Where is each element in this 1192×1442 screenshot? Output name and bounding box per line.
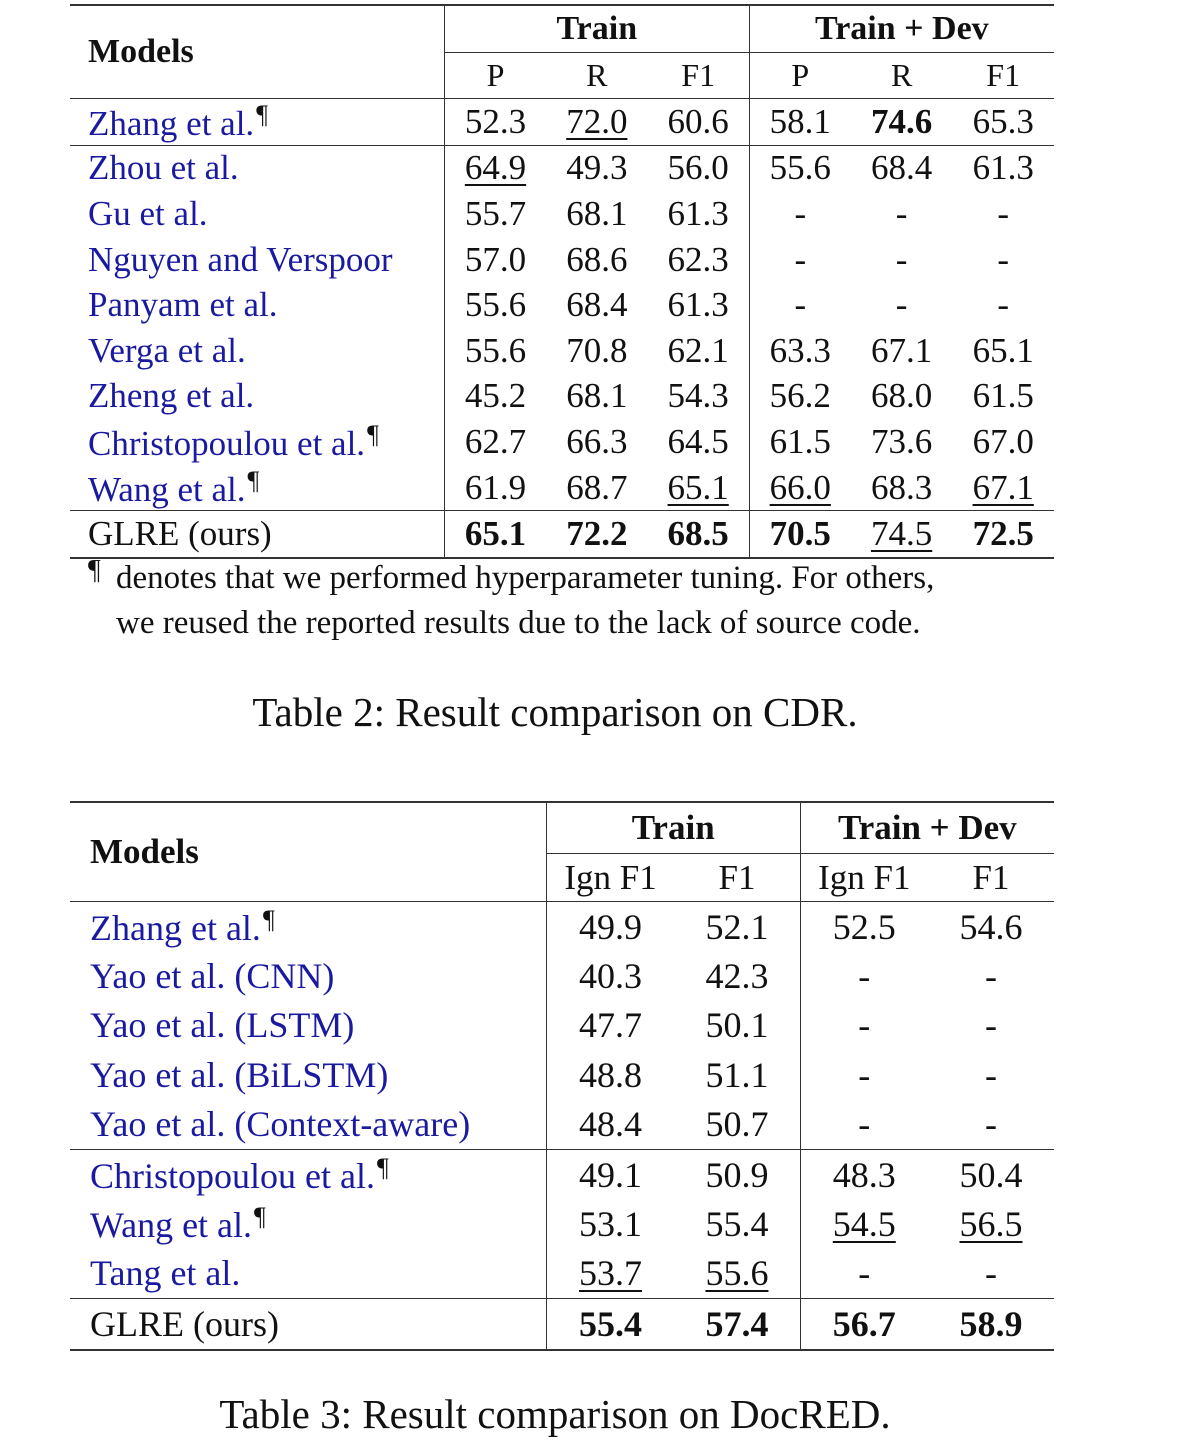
cell-ignf1-traindev: 52.5: [800, 902, 928, 952]
cell-p-train: 65.1: [444, 511, 546, 558]
pilcrow-mark: ¶: [247, 465, 260, 495]
table-row: [70, 237, 1054, 283]
table3-caption: Table 3: Result comparison on DocRED.: [219, 1391, 891, 1437]
table3-sub-ignf1-traindev: Ign F1: [800, 854, 928, 902]
table3-group-header-row: [70, 802, 1054, 854]
cell-f1-train: 55.6: [705, 1253, 769, 1294]
cell-r-train: 68.7: [566, 467, 628, 507]
table2-sub-r-traindev: R: [890, 57, 913, 93]
table-cdr: [70, 4, 1054, 559]
table3-sub-f1-traindev: F1: [972, 857, 1010, 897]
model-name: Gu et al.: [88, 193, 208, 233]
cell-p-train: 55.6: [444, 282, 546, 328]
table-row: [70, 1199, 1054, 1248]
table-row: [70, 1001, 1054, 1050]
table-row: [70, 1100, 1054, 1150]
table-row: [70, 1050, 1054, 1099]
cell-p-traindev: 55.6: [749, 145, 851, 191]
cell-ignf1-traindev: -: [800, 1249, 928, 1299]
pilcrow-mark: ¶: [367, 419, 379, 449]
cell-r-traindev: 68.0: [870, 376, 933, 416]
cell-p-train: 57.0: [444, 237, 546, 283]
cell-f1-traindev: 54.6: [928, 902, 1054, 952]
cell-p-traindev: 70.5: [749, 511, 851, 558]
table-row-ours: [70, 1299, 1054, 1350]
cell-f1-train: 51.1: [705, 1054, 769, 1095]
table2-sub-p-traindev: P: [749, 53, 851, 99]
cell-f1-train: 50.9: [674, 1149, 800, 1199]
cell-f1-train: 50.7: [705, 1104, 769, 1145]
cell-p-train: 55.6: [444, 328, 546, 374]
model-name: Zhang et al.¶: [70, 902, 546, 952]
cell-f1-traindev: -: [984, 1005, 997, 1046]
model-name: Wang et al.¶: [88, 465, 260, 509]
cell-p-train: 64.9: [444, 145, 546, 191]
cell-ignf1-traindev: -: [800, 1100, 928, 1150]
cell-f1-train: 54.3: [667, 376, 729, 416]
cell-f1-traindev: -: [997, 239, 1010, 279]
cell-f1-train: 57.4: [674, 1299, 800, 1350]
table2-footnote: [88, 556, 1048, 646]
table2-group-train: Train: [444, 5, 749, 53]
model-name: Tang et al.: [90, 1253, 241, 1294]
model-name: Yao et al. (LSTM): [90, 1005, 355, 1046]
cell-ignf1-train: 48.4: [546, 1100, 674, 1150]
cell-f1-traindev: 61.5: [972, 376, 1034, 416]
cell-f1-train: 65.1: [667, 467, 729, 507]
cell-r-train: 68.6: [566, 239, 628, 279]
cell-f1-traindev: 65.3: [952, 99, 1054, 146]
model-name-ours: GLRE (ours): [70, 1299, 546, 1350]
table-row: [70, 145, 1054, 191]
table-row-ours: [70, 511, 1054, 558]
cell-r-train: 70.8: [566, 330, 628, 370]
cell-p-traindev: -: [749, 282, 851, 328]
cell-r-traindev: -: [895, 193, 908, 233]
model-name-ours: GLRE (ours): [70, 511, 444, 558]
table-row: [70, 374, 1054, 420]
cell-f1-train: 50.1: [705, 1005, 769, 1046]
cell-p-train: 52.3: [444, 99, 546, 146]
cell-p-train: 62.7: [444, 419, 546, 465]
cell-r-traindev: 74.5: [851, 511, 953, 558]
cell-p-traindev: -: [749, 237, 851, 283]
table-row: [70, 902, 1054, 952]
footnote-line-1: denotes that we performed hyperparameter tuning. For others,: [116, 560, 935, 596]
cell-f1-traindev: 72.5: [952, 511, 1054, 558]
model-name: Yao et al. (BiLSTM): [90, 1054, 389, 1095]
cell-p-train: 55.7: [444, 191, 546, 237]
cell-f1-traindev: 58.9: [928, 1299, 1054, 1350]
cell-ignf1-train: 48.8: [546, 1050, 674, 1099]
cell-f1-traindev: 56.5: [959, 1204, 1023, 1245]
table3-sub-f1-train: F1: [718, 857, 756, 897]
table3-group-train: Train: [546, 802, 800, 854]
cell-ignf1-traindev: 54.5: [800, 1199, 928, 1248]
cell-r-train: 72.2: [546, 511, 648, 558]
model-name: Christopoulou et al.¶: [70, 1149, 546, 1199]
cell-r-traindev: -: [895, 285, 908, 325]
cell-f1-train: 60.6: [648, 99, 750, 146]
table3-group-traindev: Train + Dev: [800, 802, 1054, 854]
cell-f1-traindev: -: [997, 285, 1010, 325]
cell-r-train: 72.0: [546, 99, 648, 146]
cell-p-traindev: 66.0: [749, 465, 851, 511]
cell-p-train: 61.9: [444, 465, 546, 511]
footnote-line-2: we reused the reported results due to the lack of source code.: [116, 605, 921, 641]
cell-r-train: 68.4: [566, 285, 628, 325]
table-row: [70, 328, 1054, 374]
pilcrow-mark: ¶: [254, 1202, 266, 1232]
cell-p-train: 45.2: [444, 374, 546, 420]
cell-ignf1-traindev: -: [800, 1050, 928, 1099]
cell-f1-train: 68.5: [648, 511, 750, 558]
model-name: Wang et al.¶: [90, 1202, 266, 1246]
cell-p-traindev: 58.1: [749, 99, 851, 146]
model-name: Zheng et al.: [88, 376, 255, 416]
cell-ignf1-traindev: 48.3: [800, 1149, 928, 1199]
cell-f1-train: 42.3: [705, 956, 769, 997]
cell-ignf1-train: 49.9: [546, 902, 674, 952]
model-name: Yao et al. (CNN): [90, 956, 335, 997]
model-name: Zhou et al.: [70, 145, 444, 191]
pilcrow-mark: ¶: [262, 904, 275, 934]
table-row: [70, 419, 1054, 465]
cell-f1-train: 62.1: [667, 330, 729, 370]
cell-p-traindev: -: [749, 191, 851, 237]
table2-sub-r-train: R: [586, 57, 608, 93]
cell-f1-traindev: -: [984, 956, 997, 997]
cell-r-traindev: 74.6: [851, 99, 953, 146]
table2-sub-f1-train: F1: [681, 57, 716, 93]
cell-p-traindev: 63.3: [749, 328, 851, 374]
cell-ignf1-train: 40.3: [546, 951, 674, 1000]
model-name: Panyam et al.: [88, 285, 278, 325]
table3-models-header: Models: [70, 802, 546, 902]
cell-f1-train: 61.3: [667, 193, 729, 233]
cell-r-traindev: 68.4: [851, 145, 953, 191]
table2-sub-f1-traindev: F1: [986, 57, 1021, 93]
pilcrow-mark: ¶: [88, 555, 101, 586]
pilcrow-mark: ¶: [256, 99, 268, 129]
cell-r-traindev: 73.6: [870, 421, 933, 461]
cell-ignf1-train: 47.7: [546, 1001, 674, 1050]
model-name: Nguyen and Verspoor: [88, 239, 393, 279]
cell-f1-train: 61.3: [667, 285, 729, 325]
cell-f1-train: 62.3: [667, 239, 729, 279]
cell-f1-traindev: -: [984, 1054, 997, 1095]
cell-r-train: 66.3: [566, 421, 628, 461]
cell-ignf1-traindev: -: [800, 1001, 928, 1050]
cell-f1-train: 56.0: [648, 145, 750, 191]
cell-f1-train: 55.4: [705, 1204, 769, 1245]
cell-f1-traindev: 67.1: [972, 467, 1034, 507]
cell-ignf1-train: 49.1: [546, 1149, 674, 1199]
cell-f1-traindev: -: [984, 1253, 997, 1294]
cell-f1-traindev: 50.4: [928, 1149, 1054, 1199]
cell-f1-traindev: 65.1: [972, 330, 1034, 370]
cell-f1-traindev: -: [984, 1104, 997, 1145]
table-row: [70, 99, 1054, 146]
table2-caption: Table 2: Result comparison on CDR.: [252, 689, 858, 735]
cell-f1-traindev: 67.0: [972, 421, 1034, 461]
cell-f1-train: 52.1: [674, 902, 800, 952]
cell-ignf1-train: 53.1: [546, 1199, 674, 1248]
table-docred: [70, 801, 1054, 1351]
cell-f1-traindev: 61.3: [952, 145, 1054, 191]
cell-ignf1-traindev: -: [800, 951, 928, 1000]
table2-group-traindev: Train + Dev: [749, 5, 1054, 53]
cell-r-traindev: -: [895, 239, 908, 279]
table2-sub-p-train: P: [444, 53, 546, 99]
table-row: [70, 1249, 1054, 1299]
model-name: Yao et al. (Context-aware): [90, 1104, 471, 1145]
cell-r-train: 68.1: [566, 193, 628, 233]
table-row: [70, 465, 1054, 511]
table3-sub-ignf1-train: Ign F1: [546, 854, 674, 902]
cell-p-traindev: 56.2: [749, 374, 851, 420]
cell-f1-train: 64.5: [667, 421, 729, 461]
cell-r-traindev: 68.3: [870, 467, 933, 507]
table-row: [70, 191, 1054, 237]
model-name: Christopoulou et al.¶: [88, 419, 379, 463]
cell-r-train: 49.3: [546, 145, 648, 191]
table-row: [70, 951, 1054, 1000]
cell-r-traindev: 67.1: [870, 330, 933, 370]
table-row: [70, 1149, 1054, 1199]
cell-ignf1-train: 53.7: [546, 1249, 674, 1299]
model-name: Verga et al.: [88, 330, 246, 370]
table2-group-header-row: [70, 5, 1054, 53]
cell-f1-traindev: -: [997, 193, 1010, 233]
pilcrow-mark: ¶: [376, 1152, 389, 1182]
cell-r-train: 68.1: [566, 376, 628, 416]
model-name: Zhang et al.¶: [70, 99, 444, 146]
table2-models-header: Models: [70, 5, 444, 99]
cell-p-traindev: 61.5: [749, 419, 851, 465]
cell-ignf1-traindev: 56.7: [800, 1299, 928, 1350]
table-row: [70, 282, 1054, 328]
cell-ignf1-train: 55.4: [546, 1299, 674, 1350]
